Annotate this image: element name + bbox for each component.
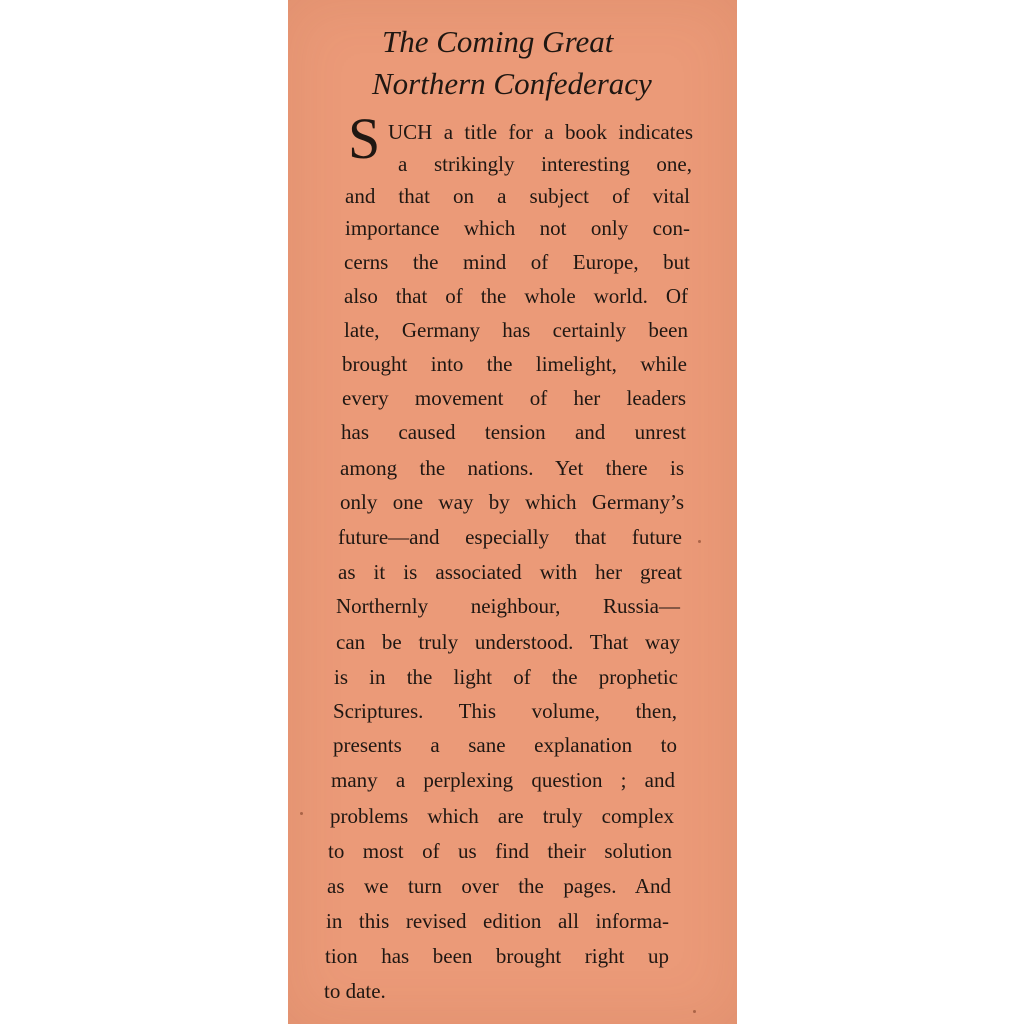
body-line: brought into the limelight, while (342, 352, 687, 376)
body-line: as we turn over the pages. And (327, 874, 671, 898)
flap-title-line-2: Northern Confederacy (372, 66, 652, 101)
body-line: a strikingly interesting one, (398, 152, 692, 176)
body-line: cerns the mind of Europe, but (344, 250, 690, 274)
body-line: among the nations. Yet there is (340, 456, 684, 480)
body-line: Northernly neighbour, Russia— (336, 594, 680, 618)
paper-speck (698, 540, 701, 543)
body-line: also that of the whole world. Of (344, 284, 688, 308)
body-line: can be truly understood. That way (336, 630, 680, 654)
body-line: late, Germany has certainly been (344, 318, 688, 342)
body-line: as it is associated with her great (338, 560, 682, 584)
flap-title-line-1: The Coming Great (382, 24, 614, 59)
body-line: only one way by which Germany’s (340, 490, 684, 514)
dust-jacket-flap (288, 0, 737, 1024)
body-line: problems which are truly complex (330, 804, 674, 828)
body-line: tion has been brought right up (325, 944, 669, 968)
paper-speck (693, 1010, 696, 1013)
body-line: presents a sane explanation to (333, 733, 677, 757)
body-line-last: to date. (324, 979, 386, 1003)
body-line: importance which not only con- (345, 216, 690, 240)
body-line: future—and especially that future (338, 525, 682, 549)
body-line: has caused tension and unrest (341, 420, 686, 444)
body-line: to most of us find their solution (328, 839, 672, 863)
body-line: and that on a subject of vital (345, 184, 690, 208)
body-line: every movement of her leaders (342, 386, 686, 410)
body-line: Scriptures. This volume, then, (333, 699, 677, 723)
body-line-first: UCH a title for a book indicates (388, 120, 693, 144)
body-line: in this revised edition all informa- (326, 909, 669, 933)
paper-speck (300, 812, 303, 815)
drop-cap-letter: S (348, 106, 381, 171)
body-line: is in the light of the prophetic (334, 665, 678, 689)
body-line: many a perplexing question ; and (331, 768, 675, 792)
